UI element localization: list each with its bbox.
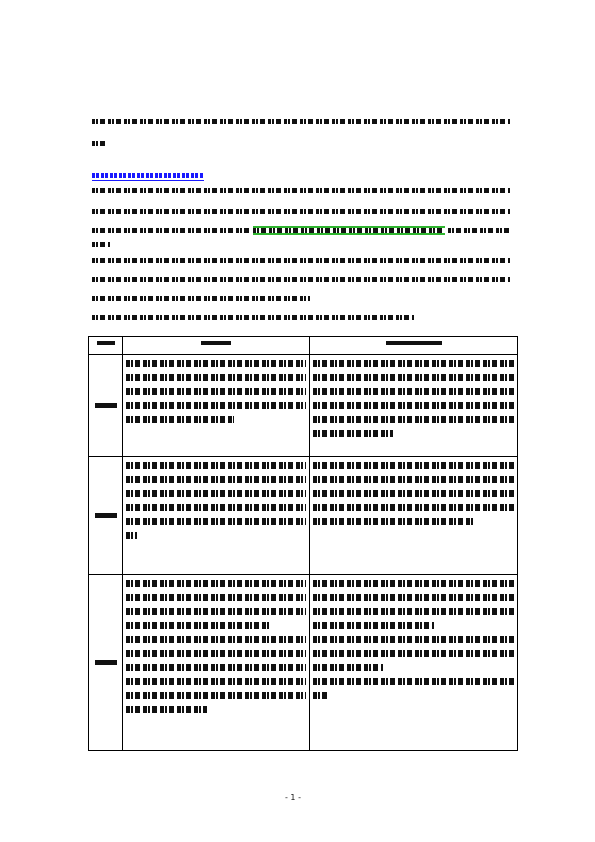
table-cell: [310, 575, 518, 751]
body-line-1: [92, 186, 510, 195]
table-cell: [123, 355, 310, 457]
table-header-cell: [310, 337, 518, 355]
table-row: [89, 457, 518, 575]
body-line-7: [92, 294, 310, 303]
body-line-8: [92, 313, 414, 322]
table-cell: [310, 457, 518, 575]
row-label: [89, 355, 123, 457]
table-header-cell: [89, 337, 123, 355]
table-row: [89, 575, 518, 751]
table-cell: [310, 355, 518, 457]
body-line-4: [92, 240, 110, 249]
intro-line-1: [92, 117, 510, 126]
table-cell: [123, 575, 310, 751]
section-heading-underline: [92, 180, 204, 181]
body-line-5: [92, 256, 510, 265]
body-line-2: [92, 207, 510, 216]
body-line-3b: [448, 226, 510, 235]
comparison-table: [88, 336, 518, 751]
table-header-cell: [123, 337, 310, 355]
table-row: [89, 355, 518, 457]
row-label: [89, 575, 123, 751]
intro-line-2: [92, 139, 106, 148]
body-line-3a: [92, 226, 250, 235]
table-cell: [123, 457, 310, 575]
section-heading-glyphs: [92, 171, 204, 180]
page-number: - 1 -: [285, 793, 301, 802]
row-label: [89, 457, 123, 575]
section-heading: [92, 171, 204, 181]
table-header-row: [89, 337, 518, 355]
body-line-6: [92, 275, 510, 284]
body-line-3-highlight: [253, 226, 445, 235]
